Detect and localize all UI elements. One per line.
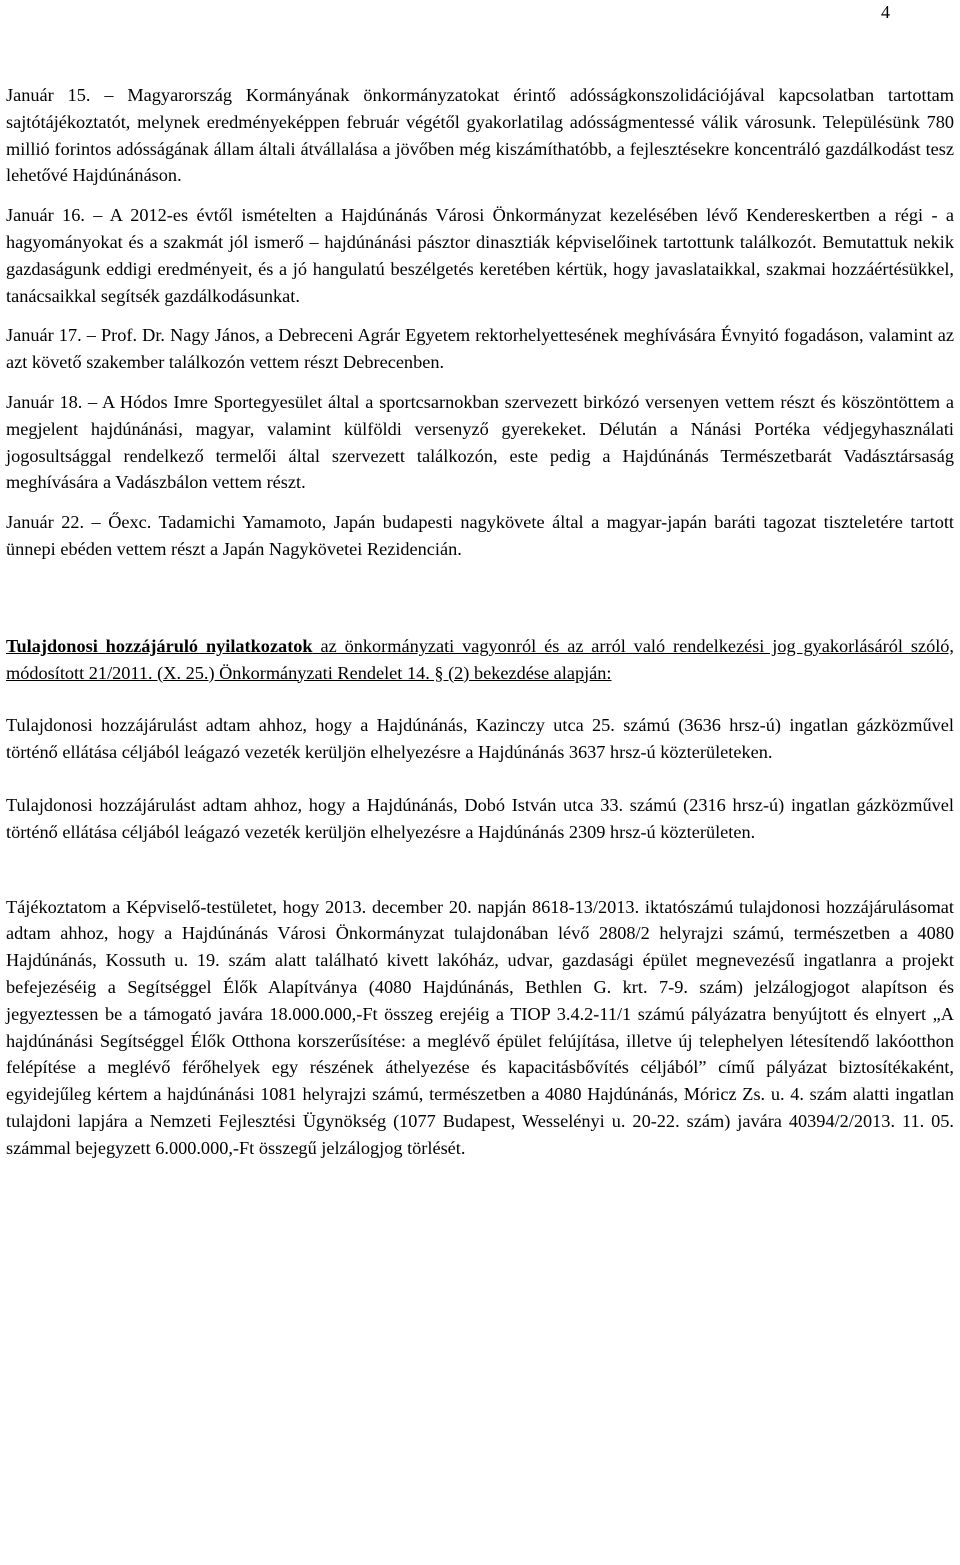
entry-date: Január 18. — [6, 391, 83, 412]
section-heading-rest: az önkormányzati vagyonról és az arról való rendelkezési jog gyakorlásáról szóló, módosított 21/2011. (X. 25.) Önkormányzati Rendelet 14. § (2) bekezdése alapján: — [6, 635, 955, 683]
document-body — [6, 82, 954, 1162]
entry-text: Magyarország Kormányának önkormányzatokat érintő adósságkonszolidációjával kapcsolatban tartottam sajtótájékoztatót, melynek eredményeképpen február végétől gyakorlatilag adósságmentessé válik városunk. Településünk 780 millió forintos adósságának állam általi átvállalása a jövőben még kiszámíthatóbb, a fejlesztésekre koncentráló gazdálkodást tesz lehetővé Hajdúnánáson. — [6, 85, 954, 186]
entry-text: A 2012-es évtől ismételten a Hajdúnánás Városi Önkormányzat kezelésében lévő Kendereskertben a régi - a hagyományokat és a szakmát jól ismerő – hajdúnánási pásztor dinasztiák képviselőinek tartottunk találkozót. Bemutattuk nekik gazdaságunk eddigi eredményeit, és a jó hangulatú beszélgetés keretében kértük, hogy javaslataikkal, szakmai hozzáértésükkel, tanácsaikkal segítsék gazdálkodásunkat. — [6, 205, 954, 306]
entry-text: Őexc. Tadamichi Yamamoto, Japán budapesti nagykövete által a magyar-japán baráti tagozat tiszteletére tartott ünnepi ebéden vettem részt a Japán Nagykövetei Rezidencián. — [6, 512, 954, 559]
section-heading-bold: Tulajdonosi hozzájáruló nyilatkozatok — [6, 635, 313, 656]
entry-jan-17: Január 17. – Prof. Dr. Nagy János, a Debreceni Agrár Egyetem rektorhelyettesének meghívására Évnyitó fogadáson, valamint az azt követő szakember találkozón vettem részt Debrecenben. — [6, 325, 954, 373]
entry-jan-18: Január 18. – A Hódos Imre Sportegyesület által a sportcsarnokban szervezett birkózó versenyen vettem részt és köszöntöttem a megjelent hajdúnánási, magyar, valamint külföldi versenyző gyerekeket. Délután a Nánási Portéka védjegyhasználati jogosultsággal rendelkező termelői által szervezett találkozón, este pedig a Hajdúnánás Természetbarát Vadásztársaság meghívására a Vadászbálon vettem részt. — [6, 391, 954, 493]
entry-date: Január 17. — [6, 325, 82, 346]
section-heading — [6, 633, 954, 687]
entry-jan-22: Január 22. – Őexc. Tadamichi Yamamoto, Japán budapesti nagykövete által a magyar-japán baráti tagozat tiszteletére tartott ünnepi ebéden vettem részt a Japán Nagykövetei Rezidencián. — [6, 512, 954, 559]
notice-paragraph: Tájékoztatom a Képviselő-testületet, hogy 2013. december 20. napján 8618-13/2013. iktatószámú tulajdonosi hozzájárulásomat adtam ahhoz, hogy a Hajdúnánás Városi Önkormányzat tulajdonában lévő 2808/2 helyrajzi számú, természetben a 4080 Hajdúnánás, Kossuth u. 19. szám alatt található kivett lakóház, udvar, gazdasági épület megnevezésű ingatlanra a projekt befejezéséig a Segítséggel Élők Alapítványa (4080 Hajdúnánás, Bethlen G. krt. 7-9. szám) jelzálogjogot alapítson és jegyeztessen be a támogató javára 18.000.000,-Ft összeg erejéig a TIOP 3.4.2-11/1 számú pályázatra benyújtott és elnyert „A hajdúnánási Segítséggel Élők Otthona korszerűsítése: a meglévő épület felújítása, illetve új telephelyen létesítendő lakóotthon felépítése a meglévő férőhelyek egy részének áthelyezése és kapacitásbővítés céljából” című pályázat biztosítékaként, egyidejűleg kértem a hajdúnánási 1081 helyrajzi számú, természetben a 4080 Hajdúnánás, Móricz Zs. u. 4. szám alatti ingatlan tulajdoni lapjára a Nemzeti Fejlesztési Ügynökség (1077 Budapest, Wesselényi u. 20-22. szám) javára 40394/2/2013. 11. 05. számmal bejegyzett 6.000.000,-Ft összegű jelzálogjog törlését. — [6, 896, 954, 1158]
entry-date: Január 16. — [6, 205, 85, 226]
entry-text: A Hódos Imre Sportegyesület által a sportcsarnokban szervezett birkózó versenyen vettem részt és köszöntöttem a megjelent hajdúnánási, magyar, valamint külföldi versenyző gyerekeket. Délután a Nánási Portéka védjegyhasználati jogosultsággal rendelkező termelői által szervezett találkozón, este pedig a Hajdúnánás Természetbarát Vadásztársaság meghívására a Vadászbálon vettem részt. — [6, 391, 954, 493]
page-number: 4 — [881, 2, 890, 22]
consent-paragraph: Tulajdonosi hozzájárulást adtam ahhoz, hogy a Hajdúnánás, Dobó István utca 33. számú (2316 hrsz-ú) ingatlan gázközművel történő ellátása céljából leágazó vezeték kerüljön elhelyezésre a Hajdúnánás 2309 hrsz-ú közterületen. — [6, 794, 954, 842]
entry-date: Január 22. — [6, 512, 85, 533]
entry-text: Prof. Dr. Nagy János, a Debreceni Agrár Egyetem rektorhelyettesének meghívására Évnyitó fogadáson, valamint az azt követő szakember találkozón vettem részt Debrecenben. — [6, 325, 954, 373]
consent-paragraph: Tulajdonosi hozzájárulást adtam ahhoz, hogy a Hajdúnánás, Kazinczy utca 25. számú (3636 hrsz-ú) ingatlan gázközművel történő ellátása céljából leágazó vezeték kerüljön elhelyezésre a Hajdúnánás 3637 hrsz-ú közterületeken. — [6, 715, 954, 763]
entry-date: Január 15. — [6, 85, 91, 105]
entry-jan-16: Január 16. – A 2012-es évtől ismételten a Hajdúnánás Városi Önkormányzat kezelésében lévő Kendereskertben a régi - a hagyományokat és a szakmát jól ismerő – hajdúnánási pásztor dinasztiák képviselőinek tartottunk találkozót. Bemutattuk nekik gazdaságunk eddigi eredményeit, és a jó hangulatú beszélgetés keretében kértük, hogy javaslataikkal, szakmai hozzáértésükkel, tanácsaikkal segítsék gazdálkodásunkat. — [6, 205, 954, 306]
entry-jan-15: Január 15. – Magyarország Kormányának önkormányzatokat érintő adósságkonszolidációjával kapcsolatban tartottam sajtótájékoztatót, melynek eredményeképpen február végétől gyakorlatilag adósságmentessé válik városunk. Településünk 780 millió forintos adósságának állam általi átvállalása a jövőben még kiszámíthatóbb, a fejlesztésekre koncentráló gazdálkodást tesz lehetővé Hajdúnánáson. — [6, 85, 954, 186]
